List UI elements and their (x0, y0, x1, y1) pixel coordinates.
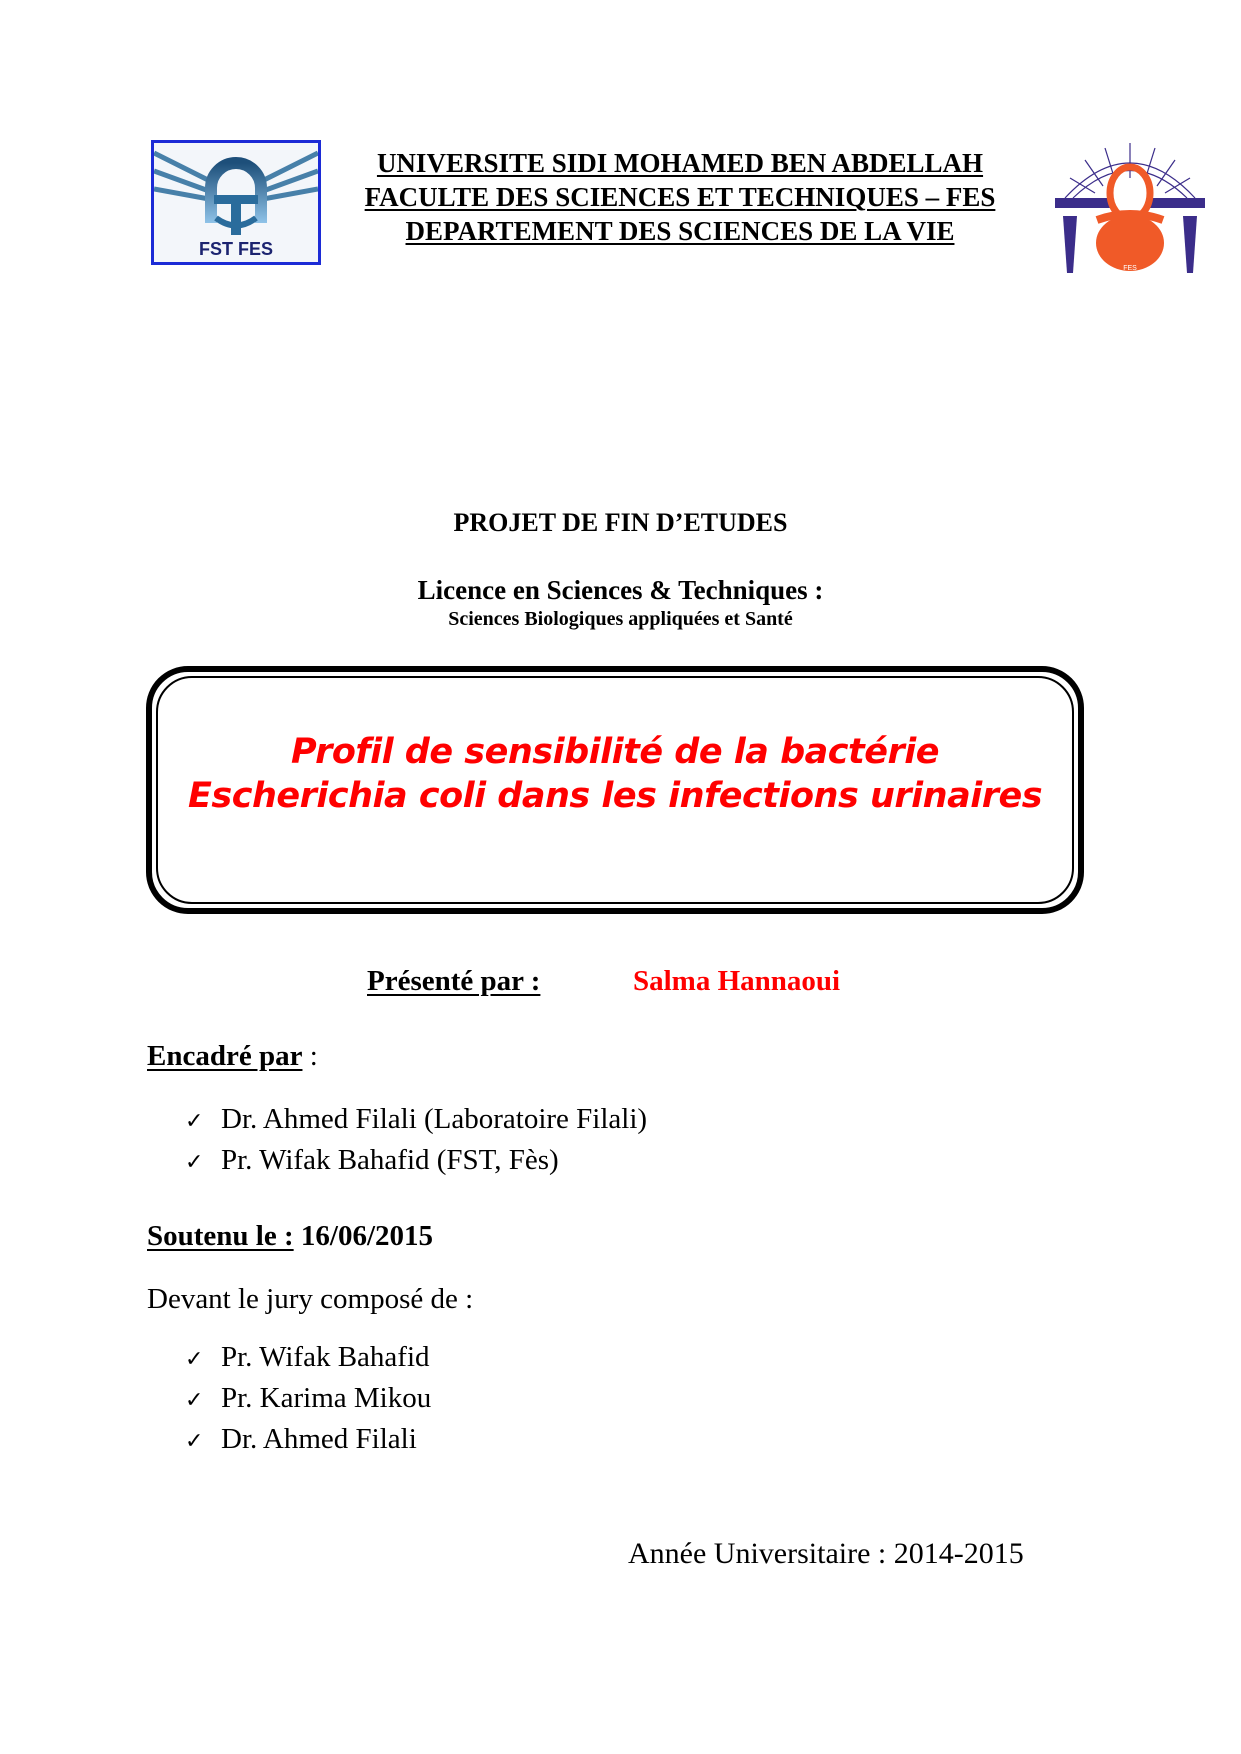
fst-fes-logo-label: FST FES (198, 239, 274, 259)
thesis-title-line-2: Escherichia coli dans les infections urinaires (187, 776, 1043, 816)
jury-list (185, 1338, 431, 1461)
check-icon: ✓ (185, 1150, 204, 1175)
degree-name: Licence en Sciences & Techniques : (417, 575, 824, 605)
jury-member-name: Pr. Wifak Bahafid (221, 1341, 430, 1373)
thesis-title (146, 730, 1084, 818)
usmba-emblem-icon (1045, 138, 1215, 278)
academic-year: Année Universitaire : 2014-2015 (628, 1537, 1024, 1570)
thesis-title-line-1: Profil de sensibilité de la bactérie (291, 732, 939, 772)
list-item (185, 1100, 647, 1141)
defense-date: 16/06/2015 (293, 1220, 434, 1252)
check-icon: ✓ (185, 1429, 204, 1454)
defense-label: Soutenu le : (147, 1220, 294, 1252)
presented-by-label: Présenté par : (367, 965, 541, 997)
project-type: PROJET DE FIN D’ETUDES (453, 508, 788, 537)
supervisors-heading (147, 1040, 318, 1073)
usmba-emblem (1045, 138, 1215, 278)
check-icon: ✓ (185, 1347, 204, 1372)
supervisors-list (185, 1100, 647, 1182)
faculty-name: FACULTE DES SCIENCES ET TECHNIQUES – FES (364, 182, 996, 212)
list-item (185, 1420, 431, 1461)
fst-fes-logo-icon (154, 143, 318, 262)
supervisor-name: Pr. Wifak Bahafid (FST, Fès) (221, 1144, 559, 1176)
supervisors-label-colon: : (302, 1040, 318, 1072)
jury-member-name: Dr. Ahmed Filali (221, 1423, 417, 1455)
list-item (185, 1141, 647, 1182)
university-name: UNIVERSITE SIDI MOHAMED BEN ABDELLAH (376, 148, 984, 178)
specialty-name: Sciences Biologiques appliquées et Santé (448, 608, 793, 630)
student-name: Salma Hannaoui (633, 965, 841, 997)
supervisors-label: Encadré par (147, 1040, 303, 1072)
fst-fes-logo (151, 140, 321, 265)
department-name: DEPARTEMENT DES SCIENCES DE LA VIE (405, 216, 955, 246)
check-icon: ✓ (185, 1388, 204, 1413)
emblem-caption: FES (1123, 265, 1137, 272)
check-icon: ✓ (185, 1109, 204, 1134)
institution-header (330, 146, 1030, 248)
defense-date-line (147, 1220, 433, 1253)
supervisor-name: Dr. Ahmed Filali (Laboratoire Filali) (221, 1103, 648, 1135)
list-item (185, 1338, 431, 1379)
jury-member-name: Pr. Karima Mikou (221, 1382, 432, 1414)
list-item (185, 1379, 431, 1420)
jury-heading: Devant le jury composé de : (147, 1283, 474, 1315)
